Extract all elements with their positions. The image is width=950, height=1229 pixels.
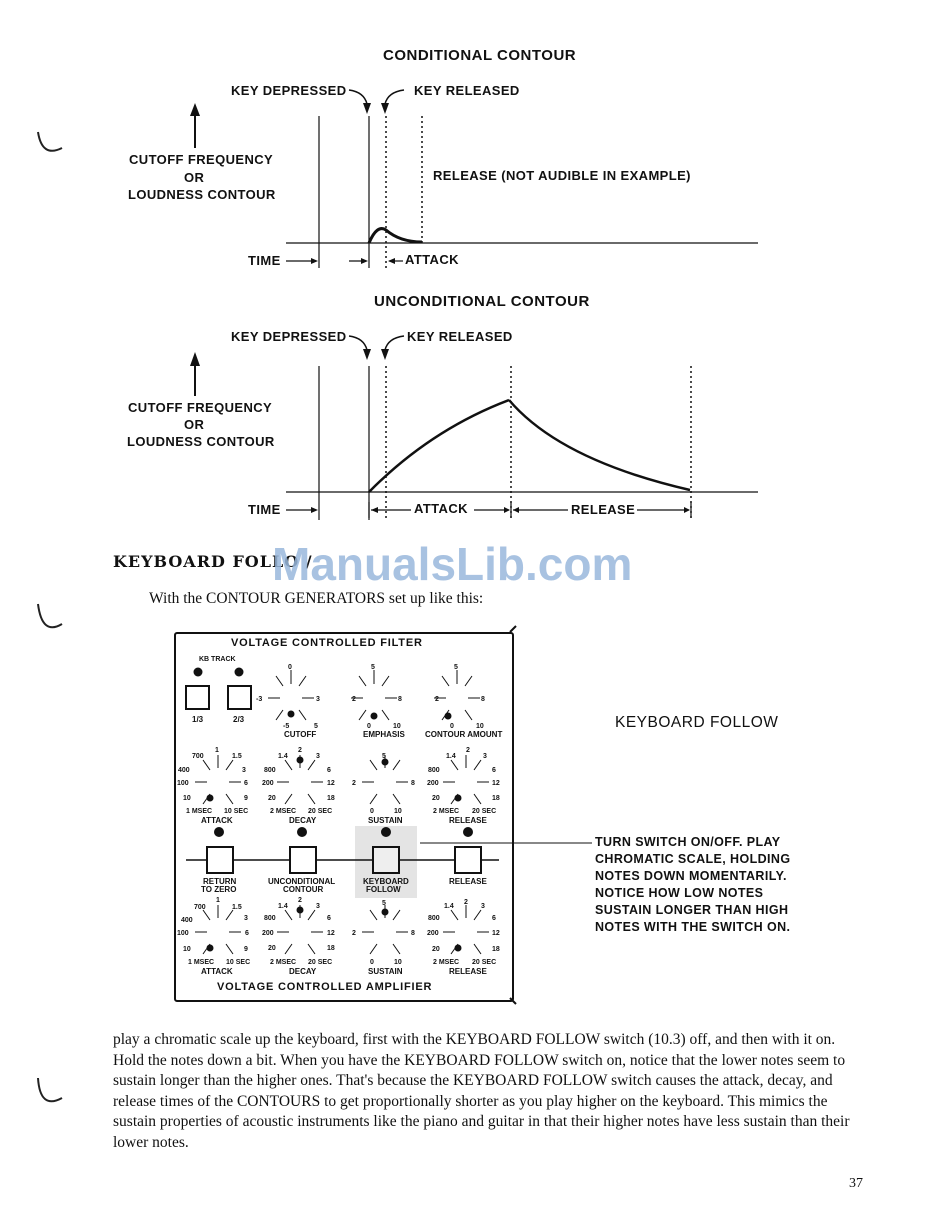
svg-text:2 MSEC: 2 MSEC <box>270 959 297 966</box>
switch-release-label: RELEASE <box>449 877 487 886</box>
svg-text:2: 2 <box>352 780 356 787</box>
svg-text:5: 5 <box>382 753 386 760</box>
svg-text:18: 18 <box>327 945 335 952</box>
svg-text:6: 6 <box>492 915 496 922</box>
svg-text:20: 20 <box>268 795 276 802</box>
keyboard-follow-side-label: KEYBOARD FOLLOW <box>615 714 779 731</box>
svg-text:200: 200 <box>427 780 439 787</box>
svg-text:6: 6 <box>327 767 331 774</box>
watermark: ManualsLib.com <box>272 538 633 590</box>
body-paragraph: play a chromatic scale up the keyboard, first with the KEYBOARD FOLLOW switch (10.3) off, and then with it on. Hold the notes down a bit. When you have the KEYBOARD FOLLOW switch on, notice that the lower notes seem to sustain longer than the higher ones. That's because the KEYBOARD FOLLOW switch causes the attack, decay, and release times of the CONTOURS to get proportionally shorter as you play higher on the keyboard. This mimics the sustain properties of acoustic instruments like the piano and guitar in that their higher notes have less sustain than their lower notes. <box>113 1031 850 1151</box>
callout-line: NOTICE HOW LOW NOTES <box>595 886 764 900</box>
svg-text:12: 12 <box>492 930 500 937</box>
switch-kbf-label-2: FOLLOW <box>366 885 401 894</box>
diagram2-ylabel-2: OR <box>184 417 205 432</box>
svg-text:10: 10 <box>183 795 191 802</box>
svg-text:200: 200 <box>262 780 274 787</box>
callout-line: SUSTAIN LONGER THAN HIGH <box>595 903 789 917</box>
svg-text:100: 100 <box>177 780 189 787</box>
svg-text:10: 10 <box>393 723 401 730</box>
section-intro: With the CONTOUR GENERATORS set up like this: <box>149 590 484 607</box>
svg-text:400: 400 <box>178 767 190 774</box>
diagram2-time-label: TIME <box>248 502 281 517</box>
callout-line: TURN SWITCH ON/OFF. PLAY <box>595 835 781 849</box>
svg-text:1 MSEC: 1 MSEC <box>186 808 213 815</box>
svg-text:12: 12 <box>492 780 500 787</box>
svg-text:8: 8 <box>398 696 402 703</box>
kb-23-label: 2/3 <box>233 715 245 724</box>
svg-text:0: 0 <box>367 723 371 730</box>
svg-text:800: 800 <box>264 767 276 774</box>
svg-text:20: 20 <box>432 946 440 953</box>
svg-text:12: 12 <box>327 780 335 787</box>
svg-text:9: 9 <box>244 946 248 953</box>
svg-text:5: 5 <box>382 900 386 907</box>
svg-text:800: 800 <box>428 767 440 774</box>
svg-text:10: 10 <box>394 808 402 815</box>
panel-top-title: VOLTAGE CONTROLLED FILTER <box>231 637 423 649</box>
diagram1-attack-label: ATTACK <box>405 252 459 267</box>
svg-text:1: 1 <box>215 747 219 754</box>
switch-uncond-label-2: CONTOUR <box>283 885 324 894</box>
svg-text:8: 8 <box>411 780 415 787</box>
svg-text:1.4: 1.4 <box>278 903 288 910</box>
svg-text:3: 3 <box>316 696 320 703</box>
page-number: 37 <box>849 1176 863 1191</box>
svg-text:800: 800 <box>264 915 276 922</box>
diagram2-release-label: RELEASE <box>571 502 636 517</box>
svg-text:100: 100 <box>177 930 189 937</box>
svg-text:6: 6 <box>245 930 249 937</box>
svg-text:1 MSEC: 1 MSEC <box>188 959 215 966</box>
diagram1-key-released: KEY RELEASED <box>414 83 520 98</box>
svg-text:1.4: 1.4 <box>278 753 288 760</box>
diagram2-title: UNCONDITIONAL CONTOUR <box>374 293 590 310</box>
svg-text:0: 0 <box>450 723 454 730</box>
diagram1-time-label: TIME <box>248 253 281 268</box>
svg-text:-5: -5 <box>283 723 290 730</box>
svg-text:3: 3 <box>244 915 248 922</box>
svg-text:8: 8 <box>411 930 415 937</box>
filter-sustain-label: SUSTAIN <box>368 816 403 825</box>
amp-attack-label: ATTACK <box>201 967 233 976</box>
svg-text:5: 5 <box>371 664 375 671</box>
svg-text:8: 8 <box>481 696 485 703</box>
svg-text:10 SEC: 10 SEC <box>224 808 249 815</box>
svg-text:5: 5 <box>314 723 318 730</box>
callout-line: CHROMATIC SCALE, HOLDING <box>595 852 791 866</box>
svg-text:6: 6 <box>327 915 331 922</box>
panel-bottom-title: VOLTAGE CONTROLLED AMPLIFIER <box>217 981 433 993</box>
svg-text:18: 18 <box>327 795 335 802</box>
svg-text:2: 2 <box>464 899 468 906</box>
cutoff-label: CUTOFF <box>284 730 317 739</box>
svg-text:0: 0 <box>370 808 374 815</box>
svg-text:6: 6 <box>492 767 496 774</box>
filter-decay-label: DECAY <box>289 816 317 825</box>
svg-text:3: 3 <box>481 903 485 910</box>
filter-attack-label: ATTACK <box>201 816 233 825</box>
svg-text:2: 2 <box>435 696 439 703</box>
diagram2-key-released: KEY RELEASED <box>407 329 513 344</box>
svg-text:1.4: 1.4 <box>446 753 456 760</box>
switch-return-label-1: RETURN <box>203 877 237 886</box>
svg-text:2 MSEC: 2 MSEC <box>433 959 460 966</box>
emphasis-label: EMPHASIS <box>363 730 405 739</box>
diagram2-attack-label: ATTACK <box>414 501 468 516</box>
svg-text:6: 6 <box>244 780 248 787</box>
switch-return-label-2: TO ZERO <box>201 885 237 894</box>
svg-text:18: 18 <box>492 795 500 802</box>
diagram2-ylabel-1: CUTOFF FREQUENCY <box>128 400 273 415</box>
diagram1-ylabel-1: CUTOFF FREQUENCY <box>129 152 274 167</box>
svg-text:1: 1 <box>216 897 220 904</box>
svg-text:1.5: 1.5 <box>232 904 242 911</box>
svg-text:1.4: 1.4 <box>444 903 454 910</box>
svg-text:18: 18 <box>492 946 500 953</box>
amp-decay-label: DECAY <box>289 967 317 976</box>
svg-text:20 SEC: 20 SEC <box>472 808 497 815</box>
kb-track-label: KB TRACK <box>199 656 236 663</box>
svg-text:3: 3 <box>483 753 487 760</box>
svg-text:3: 3 <box>316 753 320 760</box>
filter-release-label: RELEASE <box>449 816 487 825</box>
contour-amount-label: CONTOUR AMOUNT <box>425 730 503 739</box>
svg-text:700: 700 <box>192 753 204 760</box>
svg-text:12: 12 <box>327 930 335 937</box>
svg-text:2: 2 <box>298 897 302 904</box>
diagram1-key-depressed: KEY DEPRESSED <box>231 83 347 98</box>
amp-sustain-label: SUSTAIN <box>368 967 403 976</box>
svg-text:10 SEC: 10 SEC <box>226 959 251 966</box>
svg-text:2: 2 <box>352 696 356 703</box>
callout-line: NOTES DOWN MOMENTARILY. <box>595 869 787 883</box>
svg-text:400: 400 <box>181 917 193 924</box>
diagram2-key-depressed: KEY DEPRESSED <box>231 329 347 344</box>
svg-text:9: 9 <box>244 795 248 802</box>
diagram1-title: CONDITIONAL CONTOUR <box>383 47 577 64</box>
svg-text:3: 3 <box>316 903 320 910</box>
diagram2-ylabel-3: LOUDNESS CONTOUR <box>127 434 275 449</box>
svg-text:0: 0 <box>370 959 374 966</box>
svg-text:3: 3 <box>242 767 246 774</box>
svg-text:20 SEC: 20 SEC <box>472 959 497 966</box>
switch-uncond-label-1: UNCONDITIONAL <box>268 877 336 886</box>
diagram1-ylabel-3: LOUDNESS CONTOUR <box>128 187 276 202</box>
callout-text <box>595 834 790 936</box>
svg-text:20 SEC: 20 SEC <box>308 808 333 815</box>
svg-text:20: 20 <box>268 945 276 952</box>
kb-13-label: 1/3 <box>192 715 204 724</box>
svg-text:10: 10 <box>394 959 402 966</box>
svg-text:20 SEC: 20 SEC <box>308 959 333 966</box>
svg-text:10: 10 <box>183 946 191 953</box>
svg-text:700: 700 <box>194 904 206 911</box>
section-heading: KEYBOARD FOLLO / <box>113 552 313 571</box>
svg-text:0: 0 <box>288 664 292 671</box>
svg-text:200: 200 <box>262 930 274 937</box>
amp-release-label: RELEASE <box>449 967 487 976</box>
svg-text:200: 200 <box>427 930 439 937</box>
svg-text:-3: -3 <box>256 696 263 703</box>
svg-text:2: 2 <box>298 747 302 754</box>
svg-text:1.5: 1.5 <box>232 753 242 760</box>
svg-text:20: 20 <box>432 795 440 802</box>
svg-text:2: 2 <box>466 747 470 754</box>
svg-text:10: 10 <box>476 723 484 730</box>
svg-text:5: 5 <box>454 664 458 671</box>
svg-text:2 MSEC: 2 MSEC <box>270 808 297 815</box>
diagram1-release-note: RELEASE (NOT AUDIBLE IN EXAMPLE) <box>433 168 691 183</box>
callout-line: NOTES WITH THE SWITCH ON. <box>595 920 791 934</box>
svg-text:800: 800 <box>428 915 440 922</box>
svg-text:2: 2 <box>352 930 356 937</box>
svg-text:2 MSEC: 2 MSEC <box>433 808 460 815</box>
diagram1-ylabel-2: OR <box>184 170 205 185</box>
switch-kbf-label-1: KEYBOARD <box>363 877 409 886</box>
